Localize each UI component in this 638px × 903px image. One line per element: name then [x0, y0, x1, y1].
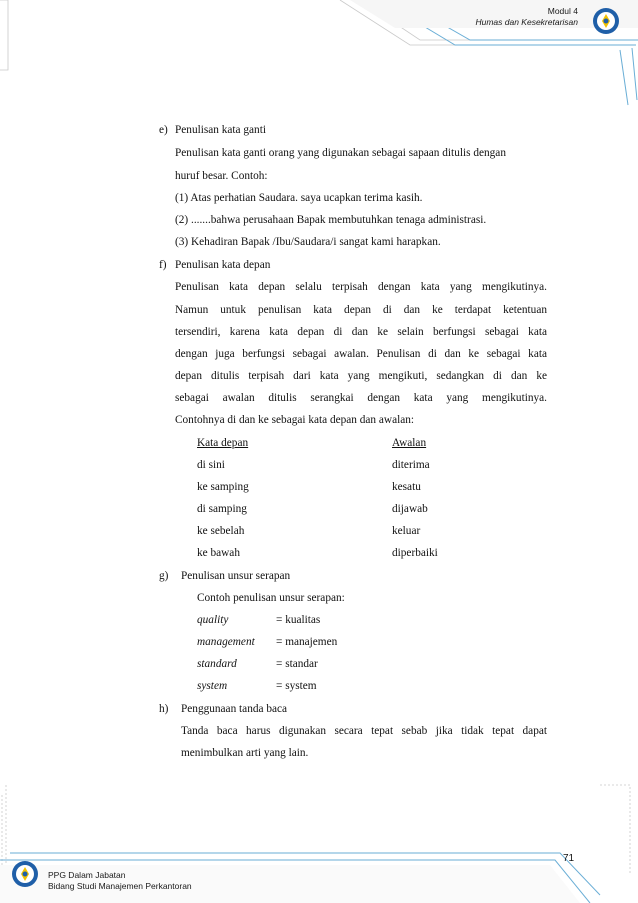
- module-label: Modul 4: [547, 6, 578, 16]
- table-header-awalan: Awalan: [392, 437, 427, 449]
- table-cell: di samping: [197, 503, 247, 515]
- foreign-term: management: [197, 636, 255, 648]
- table-cell: keluar: [392, 525, 421, 537]
- paragraph-line: Contohnya di dan ke sebagai kata depan dan awalan:: [175, 414, 415, 426]
- paragraph-line: sebagai awalan ditulis serangkai dengan kata yang mengikutinya.: [175, 392, 547, 404]
- item-marker-g: g): [159, 570, 169, 582]
- heading-kata-ganti: Penulisan kata ganti: [175, 124, 266, 136]
- paragraph-line: tersendiri, karena kata depan di dan ke selain berfungsi sebagai kata: [175, 326, 547, 338]
- translation: = system: [276, 680, 317, 692]
- paragraph-line: menimbulkan arti yang lain.: [181, 747, 309, 759]
- module-subtitle: Humas dan Kesekretarisan: [475, 17, 578, 27]
- paragraph-line: dengan juga berfungsi sebagai awalan. Penulisan di dan ke sebagai kata: [175, 348, 547, 360]
- table-cell: diperbaiki: [392, 547, 438, 559]
- tut-wuri-logo-icon: [591, 6, 621, 36]
- foreign-term: standard: [197, 658, 237, 670]
- paragraph-line: Penulisan kata depan selalu terpisah dengan kata yang mengikutinya.: [175, 281, 547, 293]
- paragraph-line: Namun untuk penulisan kata depan di dan ke terdapat ketentuan: [175, 304, 547, 316]
- footer-program: PPG Dalam Jabatan: [48, 870, 126, 880]
- heading-unsur-serapan: Penulisan unsur serapan: [181, 570, 291, 582]
- translation: = kualitas: [276, 614, 321, 626]
- item-marker-h: h): [159, 703, 169, 715]
- paragraph-line: Penulisan kata ganti orang yang digunakan sebagai sapaan ditulis dengan: [175, 147, 506, 159]
- heading-kata-depan: Penulisan kata depan: [175, 259, 271, 271]
- table-cell: ke bawah: [197, 547, 240, 559]
- table-cell: di sini: [197, 459, 225, 471]
- table-cell: dijawab: [392, 503, 428, 515]
- header-text: [475, 6, 578, 28]
- item-marker-f: f): [159, 259, 167, 271]
- footer-field: Bidang Studi Manajemen Perkantoran: [48, 881, 192, 891]
- foreign-term: quality: [197, 614, 229, 626]
- paragraph-line: depan ditulis terpisah dari kata yang mengikuti, sedangkan di dan ke: [175, 370, 547, 382]
- paragraph-line: huruf besar. Contoh:: [175, 170, 268, 182]
- heading-tanda-baca: Penggunaan tanda baca: [181, 703, 288, 715]
- table-cell: ke samping: [197, 481, 249, 493]
- example-line: (3) Kehadiran Bapak /Ibu/Saudara/i sangat kami harapkan.: [175, 236, 441, 248]
- paragraph-line: Tanda baca harus digunakan secara tepat sebab jika tidak tepat dapat: [181, 725, 547, 737]
- footer-text: [48, 870, 192, 892]
- item-marker-e: e): [159, 124, 168, 136]
- paragraph-line: Contoh penulisan unsur serapan:: [197, 592, 345, 604]
- example-line: (2) .......bahwa perusahaan Bapak membutuhkan tenaga administrasi.: [175, 214, 487, 226]
- translation: = manajemen: [276, 636, 338, 648]
- example-line: (1) Atas perhatian Saudara. saya ucapkan terima kasih.: [175, 192, 423, 204]
- table-header-kata-depan: Kata depan: [197, 437, 249, 449]
- table-cell: ke sebelah: [197, 525, 245, 537]
- table-cell: kesatu: [392, 481, 421, 493]
- table-cell: diterima: [392, 459, 430, 471]
- translation: = standar: [276, 658, 318, 670]
- foreign-term: system: [197, 680, 228, 692]
- page-number: 71: [563, 853, 575, 864]
- tut-wuri-logo-icon: [10, 859, 40, 889]
